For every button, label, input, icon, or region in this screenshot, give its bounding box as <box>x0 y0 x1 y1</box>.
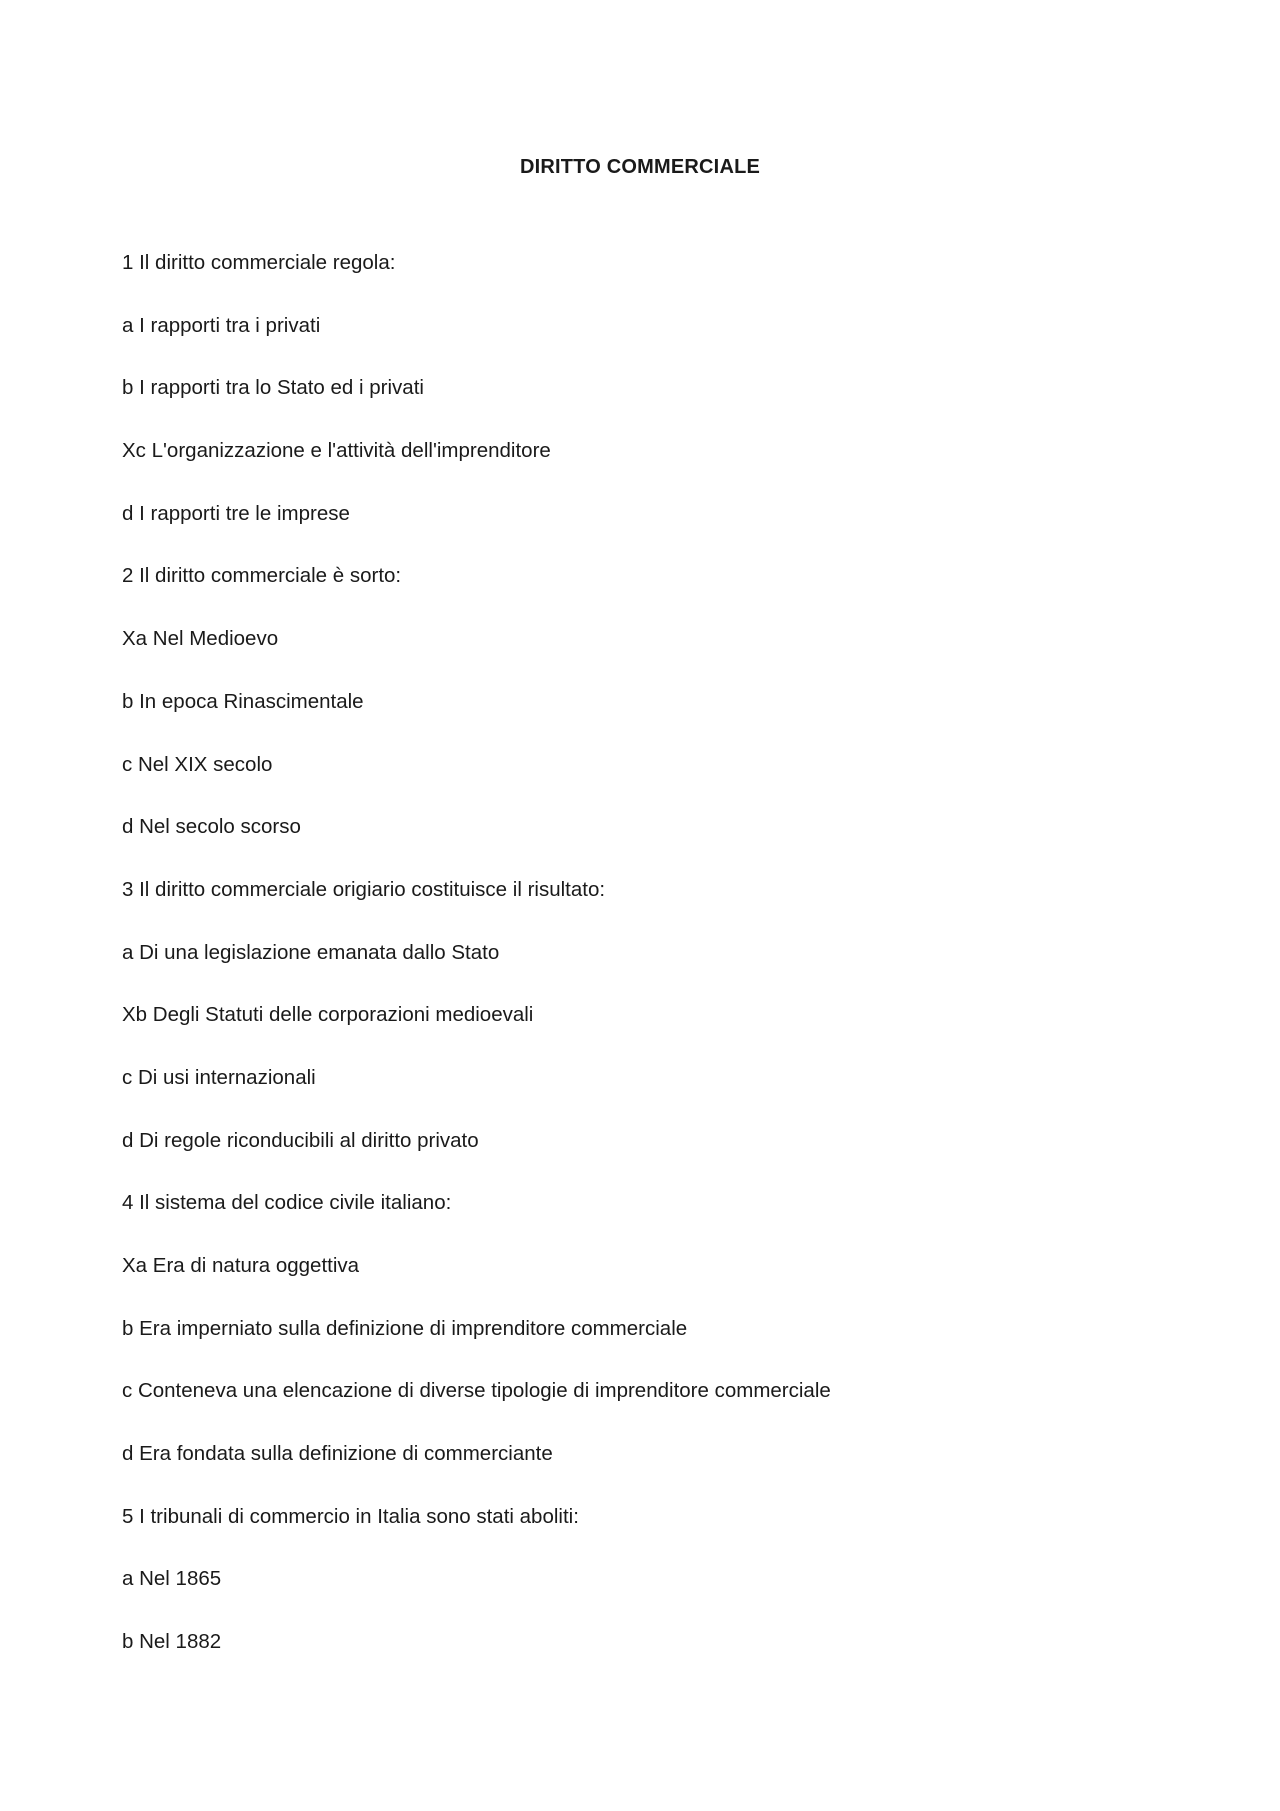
answer-option: c Di usi internazionali <box>122 1065 316 1089</box>
question-text: 1 Il diritto commerciale regola: <box>122 251 396 274</box>
answer-option: a Nel 1865 <box>122 1567 222 1591</box>
question-text: 2 Il diritto commerciale è sorto: <box>122 564 402 588</box>
answer-option: d I rapporti tre le imprese <box>122 501 350 525</box>
answer-option: b I rapporti tra lo Stato ed i privati <box>122 376 424 400</box>
answer-option-marked: Xb Degli Statuti delle corporazioni medioevali <box>122 1003 534 1027</box>
question-text: 5 I tribunali di commercio in Italia sono stati aboliti: <box>122 1504 579 1528</box>
answer-option: d Nel secolo scorso <box>122 815 301 839</box>
answer-option: c Nel XIX secolo <box>122 752 273 776</box>
answer-option: d Di regole riconducibili al diritto privato <box>122 1128 479 1152</box>
question-text: 3 Il diritto commerciale origiario costituisce il risultato: <box>122 877 606 901</box>
answer-option-marked: Xa Nel Medioevo <box>122 627 279 651</box>
answer-option: c Conteneva una elencazione di diverse tipologie di imprenditore commerciale <box>122 1379 831 1403</box>
answer-option: a Di una legislazione emanata dallo Stato <box>122 940 500 964</box>
answer-option-marked: Xc L'organizzazione e l'attività dell'imprenditore <box>122 439 551 463</box>
answer-option: b Era imperniato sulla definizione di imprenditore commerciale <box>122 1316 688 1340</box>
answer-option-marked: Xa Era di natura oggettiva <box>122 1254 360 1277</box>
answer-option: b In epoca Rinascimentale <box>122 689 364 713</box>
answer-option: d Era fondata sulla definizione di commerciante <box>122 1442 553 1466</box>
document-title: DIRITTO COMMERCIALE <box>519 156 761 178</box>
question-text: 4 Il sistema del codice civile italiano: <box>122 1191 452 1215</box>
answer-option: a I rapporti tra i privati <box>122 313 321 337</box>
answer-option: b Nel 1882 <box>122 1630 222 1654</box>
question-list <box>122 250 1172 1692</box>
